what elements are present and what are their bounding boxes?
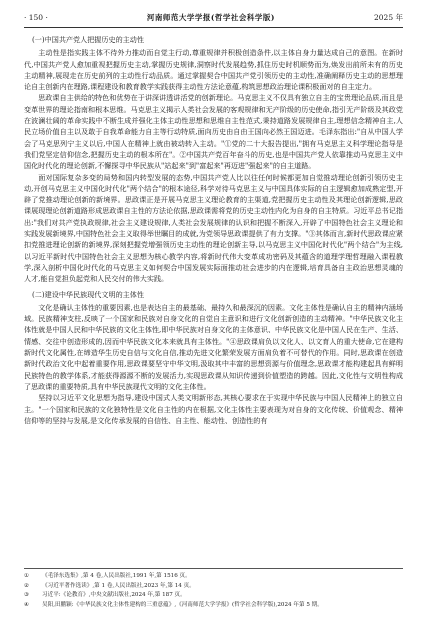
footnote-text: 习近平:《论教育》,中央文献出版社,2024 年,第 187 页。 (42, 592, 186, 598)
paragraph: 文化是确认主体性的重要因素,也是表达自主的最基础、最持久和最深沉的因素。文化主体性是确认自主的精神内涵场域。民族精神支柱,反映了一个国家和民族对自身文化的自觉自主意识和进行文化创新创造的主动精神。"中华民族文化主体性就是中国人民和中华民族的文化主体性,即中华民族对自身文化的主体意识、中华民族文化是中国人民在生产、生活、情感、交往中创造形成的,因而中华民族文化本来就具有主体性。"④思政课肩负以文化人、以文育人的重大使命,它在建构新时代文化属性,在缔造华生历史自信与文化自信,推动先进文化繁荣发展方面肩负着不可替代的作用。同时,思政课在创造新时代政治文化中起着重要作用,思政课要坚守中华文明,汲取其中丰富的思想资源与价值理念,思政课才能构建起具有鲜明民族特色的教学体系,才能获得源源不断的发展活力,实现思政课从知识传递到价值塑造的跨越。因此,文化性与文明性构成了思政课的重要特质,具有中华民族现代文明的文化主体性。 (24, 302, 403, 391)
footnote-text: 《毛泽东选集》,第 4 卷,人民出版社,1991 年,第 1516 页。 (42, 573, 191, 579)
footnote-number: ② (24, 582, 30, 589)
footnote-number: ③ (24, 592, 30, 598)
paragraph: 坚持以习近平文化思想为指导,建设中国式人类文明新形态,其核心要求在于实现中华民族与中国人民精神上的独立自主。"一个国家和民族的文化独特性是文化自主性的内在根据,文化主体性主要表现为对自身的文化传统、价值观念、精神信仰等的坚持与发展,是文化传承发展的自信性、自主性、能动性、创造性的有 (24, 393, 403, 425)
footnote-text: 《习近平著作选读》,第 1 卷,人民出版社,2023 年,第 14 页。 (42, 582, 195, 589)
footnote-text: 吴阳,田鹏颖:《中华民族文化主体性建构的三重意蕴》,《河南师范大学学报》(哲学社会科学版),2024 年第 5 期。 (42, 601, 323, 608)
section-heading: (一)中国共产党人把握历史的主动性 (32, 35, 144, 44)
paragraph: 主动性是指实践主体不待外力推动而自觉主行动,尊重规律并积极创造条件,以主体自身力量达成自己的意图。在新时代,中国共产党人愈加重视把握历史主动,掌握历史规律,洞察时代发展趋势,抓住历史时机顺势而为,焕发出前所未有的历史主动精神,展现走在历史前列的主动性行动品质。通过掌握契合中国共产党引领历史的主动性,准确阐释历史主动的思想理论自主创新内在理路,课程建设和教育教学实践获得主动性方法论意蕴,构筑思想政治理论课积极面对的自主定力。 (24, 48, 403, 92)
journal-title: 河南师范大学学报(哲学社会科学版) (146, 12, 275, 22)
page-header (24, 10, 403, 28)
footnote (24, 582, 403, 592)
footnote-number: ① (24, 573, 30, 579)
footnote-number: ④ (24, 601, 30, 608)
footnote (24, 572, 403, 582)
paragraph: 思政课自主供给的特色和优势在于讲深讲透讲活党的创新理论。马克思主义不仅具有独立自主的宝贵理论品质,而且是变革世界的理论指南和根本思维。马克思主义揭示人类社会发展的客观规律和无产阶级的历史使命,指引无产阶级及其政党在波澜壮阔的革命实践中不断生成并强化主体主动性思想和思维自主性范式,秉持道路发展规律自主,理想信念精神自主,人民立场价值自主以及敢于自我革命能力自主等行动特质,面向历史由自由王国向必然王国迈进。毛泽东指出:"自从中国人学会了马克思列宁主义以后,中国人在精神上就由被动转入主动。"①党的二十大报告提出,"拥有马克思主义科学理论指导是我们党坚定信仰信念,把握历史主动的根本所在"。②中国共产党百年奋斗的历史,也是中国共产党人依靠推动马克思主义中国化时代化的理论创新,不懈探寻中华民族从"站起来"到"富起来"再迈进"强起来"的自主道路。 (24, 93, 403, 171)
page-number: · 150 · (24, 12, 48, 22)
article-body (24, 30, 403, 426)
footnotes (24, 568, 403, 610)
footnote (24, 591, 403, 601)
paragraph: 面对国际复杂多变的局势和国内转型发展的态势,中国共产党人比以往任何时候都更加自觉推动理论创新引领历史主动,开创马克思主义中国化时代化"两个结合"的根本途径,科学对待马克思主义与中国具体实际的自主逻辑愈加成熟定型,开辟了党推动理论创新的新境界。思政课正是开展马克思主义理论教育的主渠道,党把握历史主动性及其理论创新逻辑,思政课展现理论创新道路形成思政课自主性的方法论依据,思政课需将党的历史主动性内化为自身的自主特质。习近平总书记指出:"我们对共产党执政规律,社会主义建设规律,人类社会发展规律的认识和把握不断深入,开辟了中国特色社会主义理论和实践发展新境界,中国特色社会主义取得举世瞩目的成就,为党领导思政课提供了有力支撑。"③其体而言,新时代思政课应紧扣党推进理论创新的新境界,深刻把握党增强领历史主动性的理论创新主导,以马克思主义中国化时代化"两个结合"为主线,以习近平新时代中国特色社会主义思想为核心教学内容,将新时代伟大变革成功密码及其蕴含的道理学理哲理融入课程教学,深入剖析中国化时代化的马克思主义如何契合中国发展实际面推动社会进步的内在逻辑,培育具备自主政治思想灵魂的人才,能自觉担负起党和人民交付的伟大实践。 (24, 172, 403, 284)
section-heading: (二)建设中华民族现代文明的主体性 (32, 289, 144, 299)
publication-year: 2025 年 (374, 12, 403, 22)
footnote (24, 601, 403, 611)
